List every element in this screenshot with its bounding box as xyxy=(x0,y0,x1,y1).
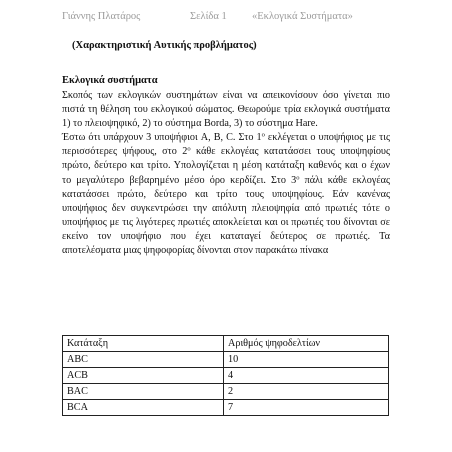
table-row xyxy=(63,400,389,416)
table-row xyxy=(63,368,389,384)
paragraph-text-2: εκλέγεται ο υποψήφιος με τις περισσότερες ψήφους, στο 2 xyxy=(62,132,391,158)
paragraph-text-3: κάθε εκλογέας κατατάσσει τους υποψηφίους πρώτο, δεύτερο και τρίτο. Υπολογίζεται η μέση κατάταξη καθενός και ο έχων το μεγαλύτερο βεβαρημένο μέσο όρο κερδίζει. Στο 3 xyxy=(62,146,390,186)
paragraph-text-1: Έστω ότι υπάρχουν 3 υποψήφιοι A, B, C. Στο 1 xyxy=(62,132,262,144)
body-text xyxy=(62,89,390,258)
ordinal-superscript-3: ο xyxy=(296,174,300,182)
section-title: Εκλογικά συστήματα xyxy=(62,75,158,86)
table-cell-ballots: 7 xyxy=(224,400,389,416)
table-header-ranking: Κατάταξη xyxy=(63,336,224,352)
table-cell-ranking: ACB xyxy=(63,368,224,384)
table-header-row xyxy=(63,336,389,352)
ordinal-superscript-1: ο xyxy=(261,131,265,139)
table-cell-ballots: 2 xyxy=(224,384,389,400)
table-cell-ranking: ABC xyxy=(63,352,224,368)
table-cell-ballots: 4 xyxy=(224,368,389,384)
document-subtitle: (Χαρακτηριστική Αυτικής προβλήματος) xyxy=(72,40,257,51)
paragraph-text-4: πάλι κάθε εκλογέας κατατάσσει πρώτο, δεύτερο και τρίτο τους υποψηφίους. Εάν κανένας υποψήφιος δεν συγκεντρώσει την απόλυτη πλειοψηφία από πρωτιές τότε ο υποψήφιος με τις λιγότερες πρωτιές αποκλείεται και οι πρωτιές του δίνονται σε εκείνο τον υποψήφιο που έχει καταταγεί δεύτερος σε πρωτιές. Τα αποτελέσματα μιας ψηφοφορίας δίνονται στον παρακάτω πίνακα xyxy=(62,174,390,257)
header-document-title: «Εκλογικά Συστήματα» xyxy=(252,11,353,22)
ballot-table xyxy=(62,335,389,416)
paragraph-intro: Σκοπός των εκλογικών συστημάτων είναι να απεικονίσουν όσο γίνεται πιο πιστά τη θέληση του εκλογικού σώματος. Θεωρούμε τρία εκλογικά συστήματα 1) το πλειοψηφικό, 2) το σύστημα Borda, 3) το σύστημα Hare. xyxy=(62,90,390,130)
table-row xyxy=(63,352,389,368)
table-row xyxy=(63,384,389,400)
table-header-ballots: Αριθμός ψηφοδελτίων xyxy=(224,336,389,352)
table-cell-ballots: 10 xyxy=(224,352,389,368)
header-author: Γιάννης Πλατάρος xyxy=(62,11,141,22)
paragraph-candidates xyxy=(62,131,390,258)
ordinal-superscript-2: ο xyxy=(187,145,191,153)
table-cell-ranking: BAC xyxy=(63,384,224,400)
table-cell-ranking: BCA xyxy=(63,400,224,416)
header-page-number: Σελίδα 1 xyxy=(190,11,227,22)
